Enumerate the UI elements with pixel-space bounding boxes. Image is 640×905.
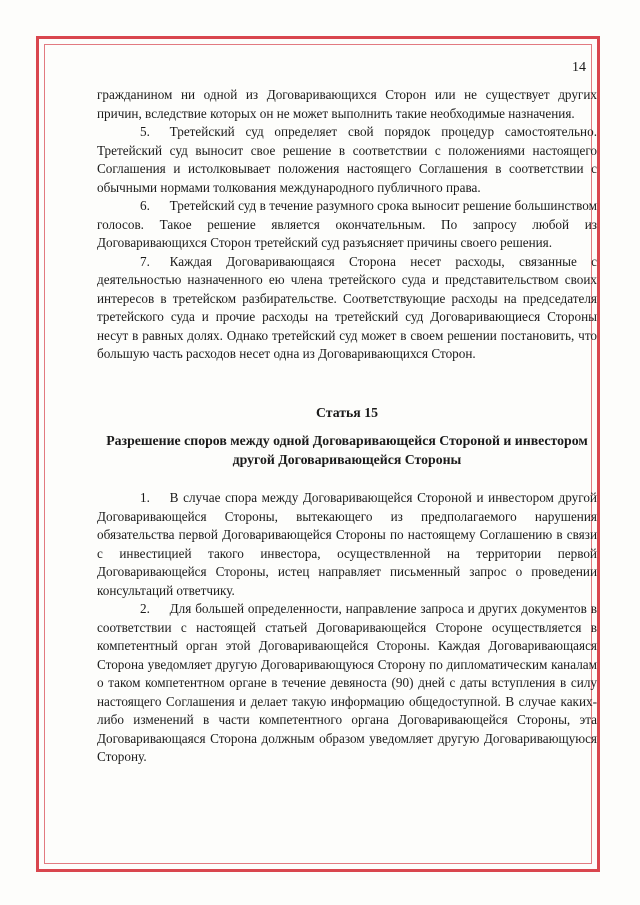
paragraph-continuation: гражданином ни одной из Договаривающихся Сторон или не существует других причин, вследствие которых он не может выполнить такие необходимые назначения. [97, 87, 597, 121]
paragraph-6: 6. Третейский суд в течение разумного срока выносит решение большинством голосов. Такое решение является окончательным. По запросу любой из Договаривающихся Сторон третейский суд разъясняет причины своего решения. [97, 198, 597, 250]
article-heading: Разрешение споров между одной Договаривающейся Стороной и инвестором другой Договаривающейся Стороны [106, 433, 588, 467]
page-number: 14 [572, 60, 586, 75]
article-title: Статья 15 [315, 404, 379, 420]
document-body [97, 86, 597, 767]
paragraph-7: 7. Каждая Договаривающаяся Сторона несет расходы, связанные с деятельностью назначенного ею члена третейского суда и представительством своих интересов в третейском разбирательстве. Соответствующие расходы на председателя третейского суда и прочие расходы на третейский суд Договаривающиеся Стороны несут в равных долях. Однако третейский суд может в своем решении постановить, что большую часть расходов несет одна из Договаривающихся Сторон. [97, 253, 597, 361]
paragraph-1: 1. В случае спора между Договаривающейся Стороной и инвестором другой Договаривающейся Стороны, вытекающего из предполагаемого нарушения обязательства первой Договаривающейся Стороны по настоящему Соглашению в связи с инвестицией такого инвестора, осуществленной на территории первой Договаривающейся Стороны, истец направляет письменный запрос о проведении консультаций ответчику. [97, 490, 597, 598]
paragraph-5: 5. Третейский суд определяет свой порядок процедур самостоятельно. Третейский суд выносит свое решение в соответствии с положениями настоящего Соглашения и истолковывает положения настоящего Соглашения в соответствии с обычными нормами толкования международного публичного права. [97, 124, 597, 195]
paragraph-2: 2. Для большей определенности, направление запроса и других документов в соответствии с настоящей статьей Договаривающейся Стороне осуществляется в компетентный орган этой Договаривающейся Стороны. Каждая Договаривающаяся Сторона уведомляет другую Договаривающуюся Сторону по дипломатическим каналам о таком компетентном органе в течение девяноста (90) дней с даты вступления в силу настоящего Соглашения и делает такую информацию общедоступной. В случае каких-либо изменений в части компетентного органа Договаривающейся Стороны, эта Договаривающаяся Сторона должным образом уведомляет другую Договаривающуюся Сторону. [97, 601, 597, 764]
